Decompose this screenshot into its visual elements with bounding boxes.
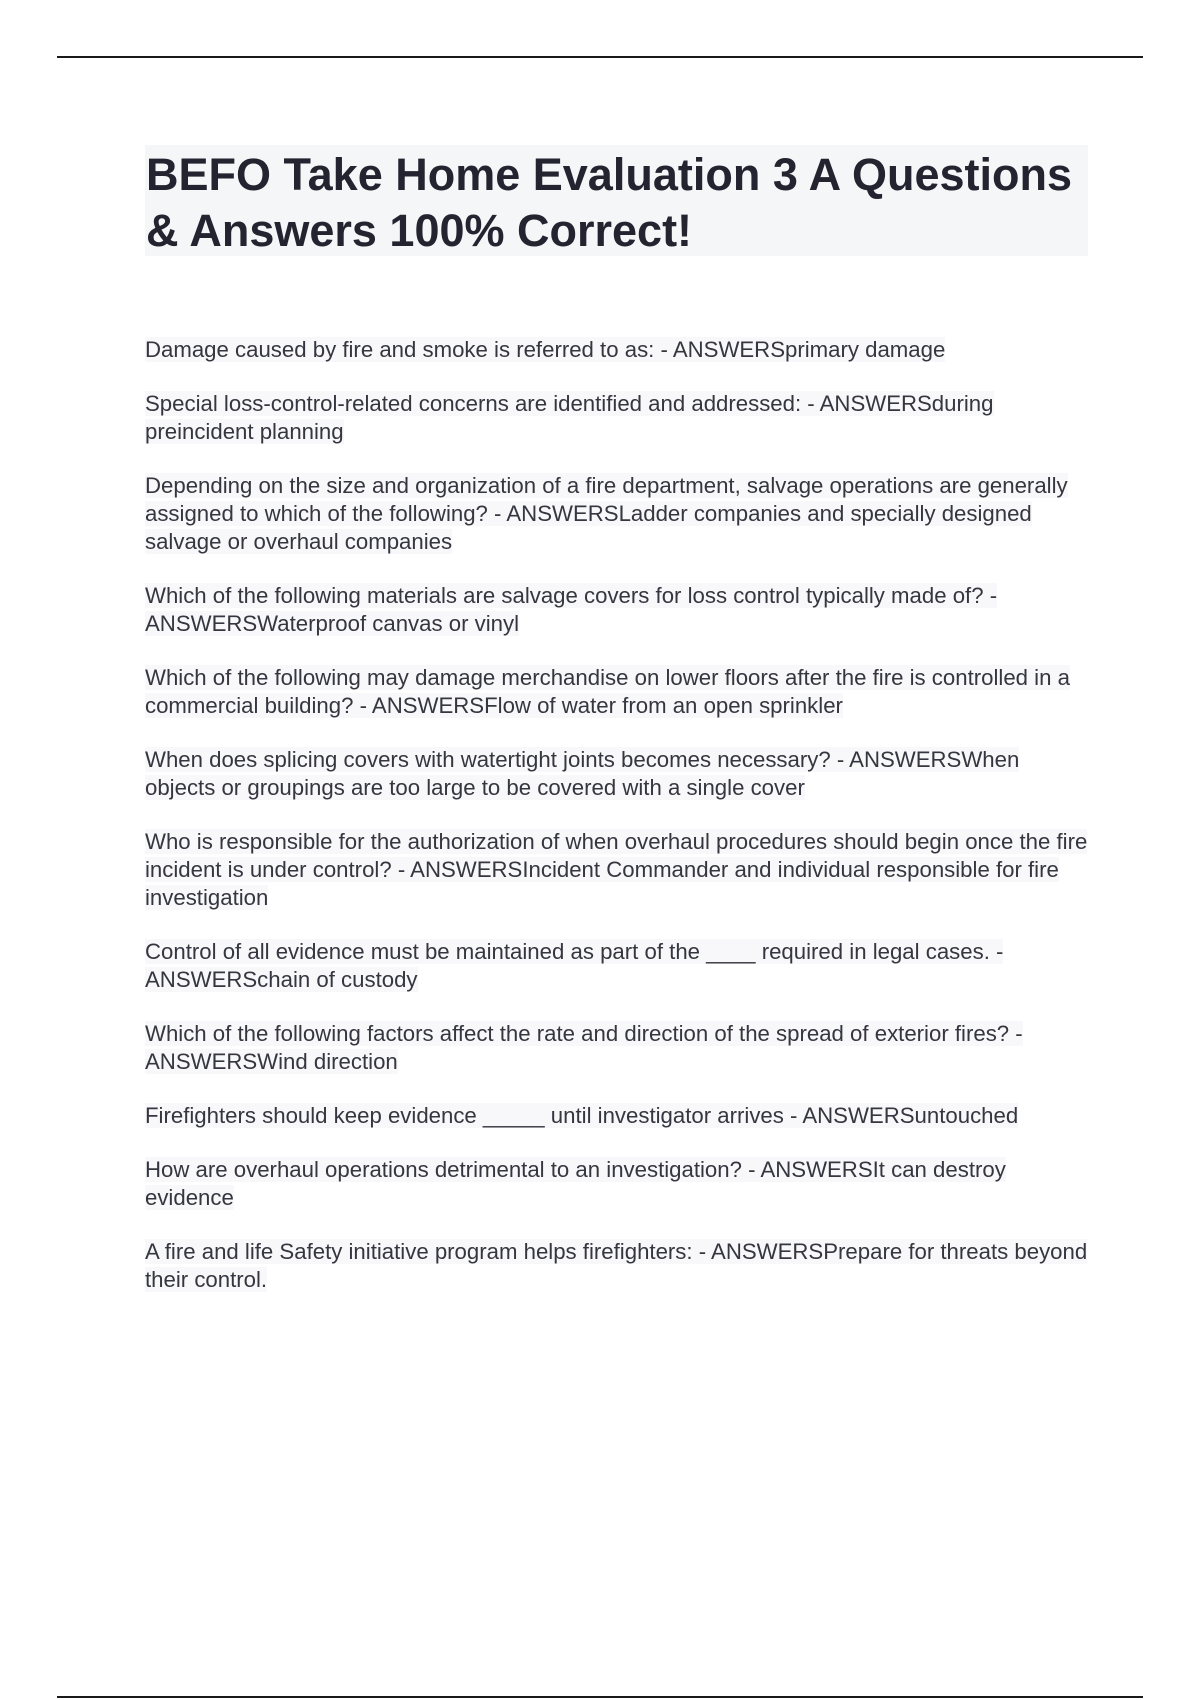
- qa-item: A fire and life Safety initiative program helps firefighters: - ANSWERSPrepare for threats beyond their control.: [145, 1239, 1088, 1292]
- qa-item: How are overhaul operations detrimental to an investigation? - ANSWERSIt can destroy evidence: [145, 1157, 1006, 1210]
- qa-item: Damage caused by fire and smoke is referred to as: - ANSWERSprimary damage: [145, 337, 946, 362]
- qa-item: Depending on the size and organization of a fire department, salvage operations are generally assigned to which of the following? - ANSWERSLadder companies and specially designed salvage or overhaul companies: [145, 473, 1068, 554]
- qa-item: Which of the following factors affect the rate and direction of the spread of exterior fires? - ANSWERSWind direction: [145, 1021, 1023, 1074]
- qa-list: [145, 336, 1095, 1320]
- qa-item: Special loss-control-related concerns are identified and addressed: - ANSWERSduring preincident planning: [145, 391, 994, 444]
- bottom-divider: [57, 1696, 1143, 1698]
- qa-item: Who is responsible for the authorization of when overhaul procedures should begin once the fire incident is under control? - ANSWERSIncident Commander and individual responsible for fire investigation: [145, 829, 1088, 910]
- top-divider: [57, 56, 1143, 58]
- title-block: [145, 145, 1088, 256]
- qa-item: When does splicing covers with watertight joints becomes necessary? - ANSWERSWhen objects or groupings are too large to be covered with a single cover: [145, 747, 1020, 800]
- qa-item: Which of the following materials are salvage covers for loss control typically made of? - ANSWERSWaterproof canvas or vinyl: [145, 583, 998, 636]
- qa-item: Which of the following may damage merchandise on lower floors after the fire is controlled in a commercial building? - ANSWERSFlow of water from an open sprinkler: [145, 665, 1070, 718]
- qa-item: Control of all evidence must be maintained as part of the ____ required in legal cases. - ANSWERSchain of custody: [145, 939, 1004, 992]
- document-title: BEFO Take Home Evaluation 3 A Questions & Answers 100% Correct!: [146, 149, 1073, 256]
- qa-item: Firefighters should keep evidence _____ until investigator arrives - ANSWERSuntouched: [145, 1103, 1019, 1128]
